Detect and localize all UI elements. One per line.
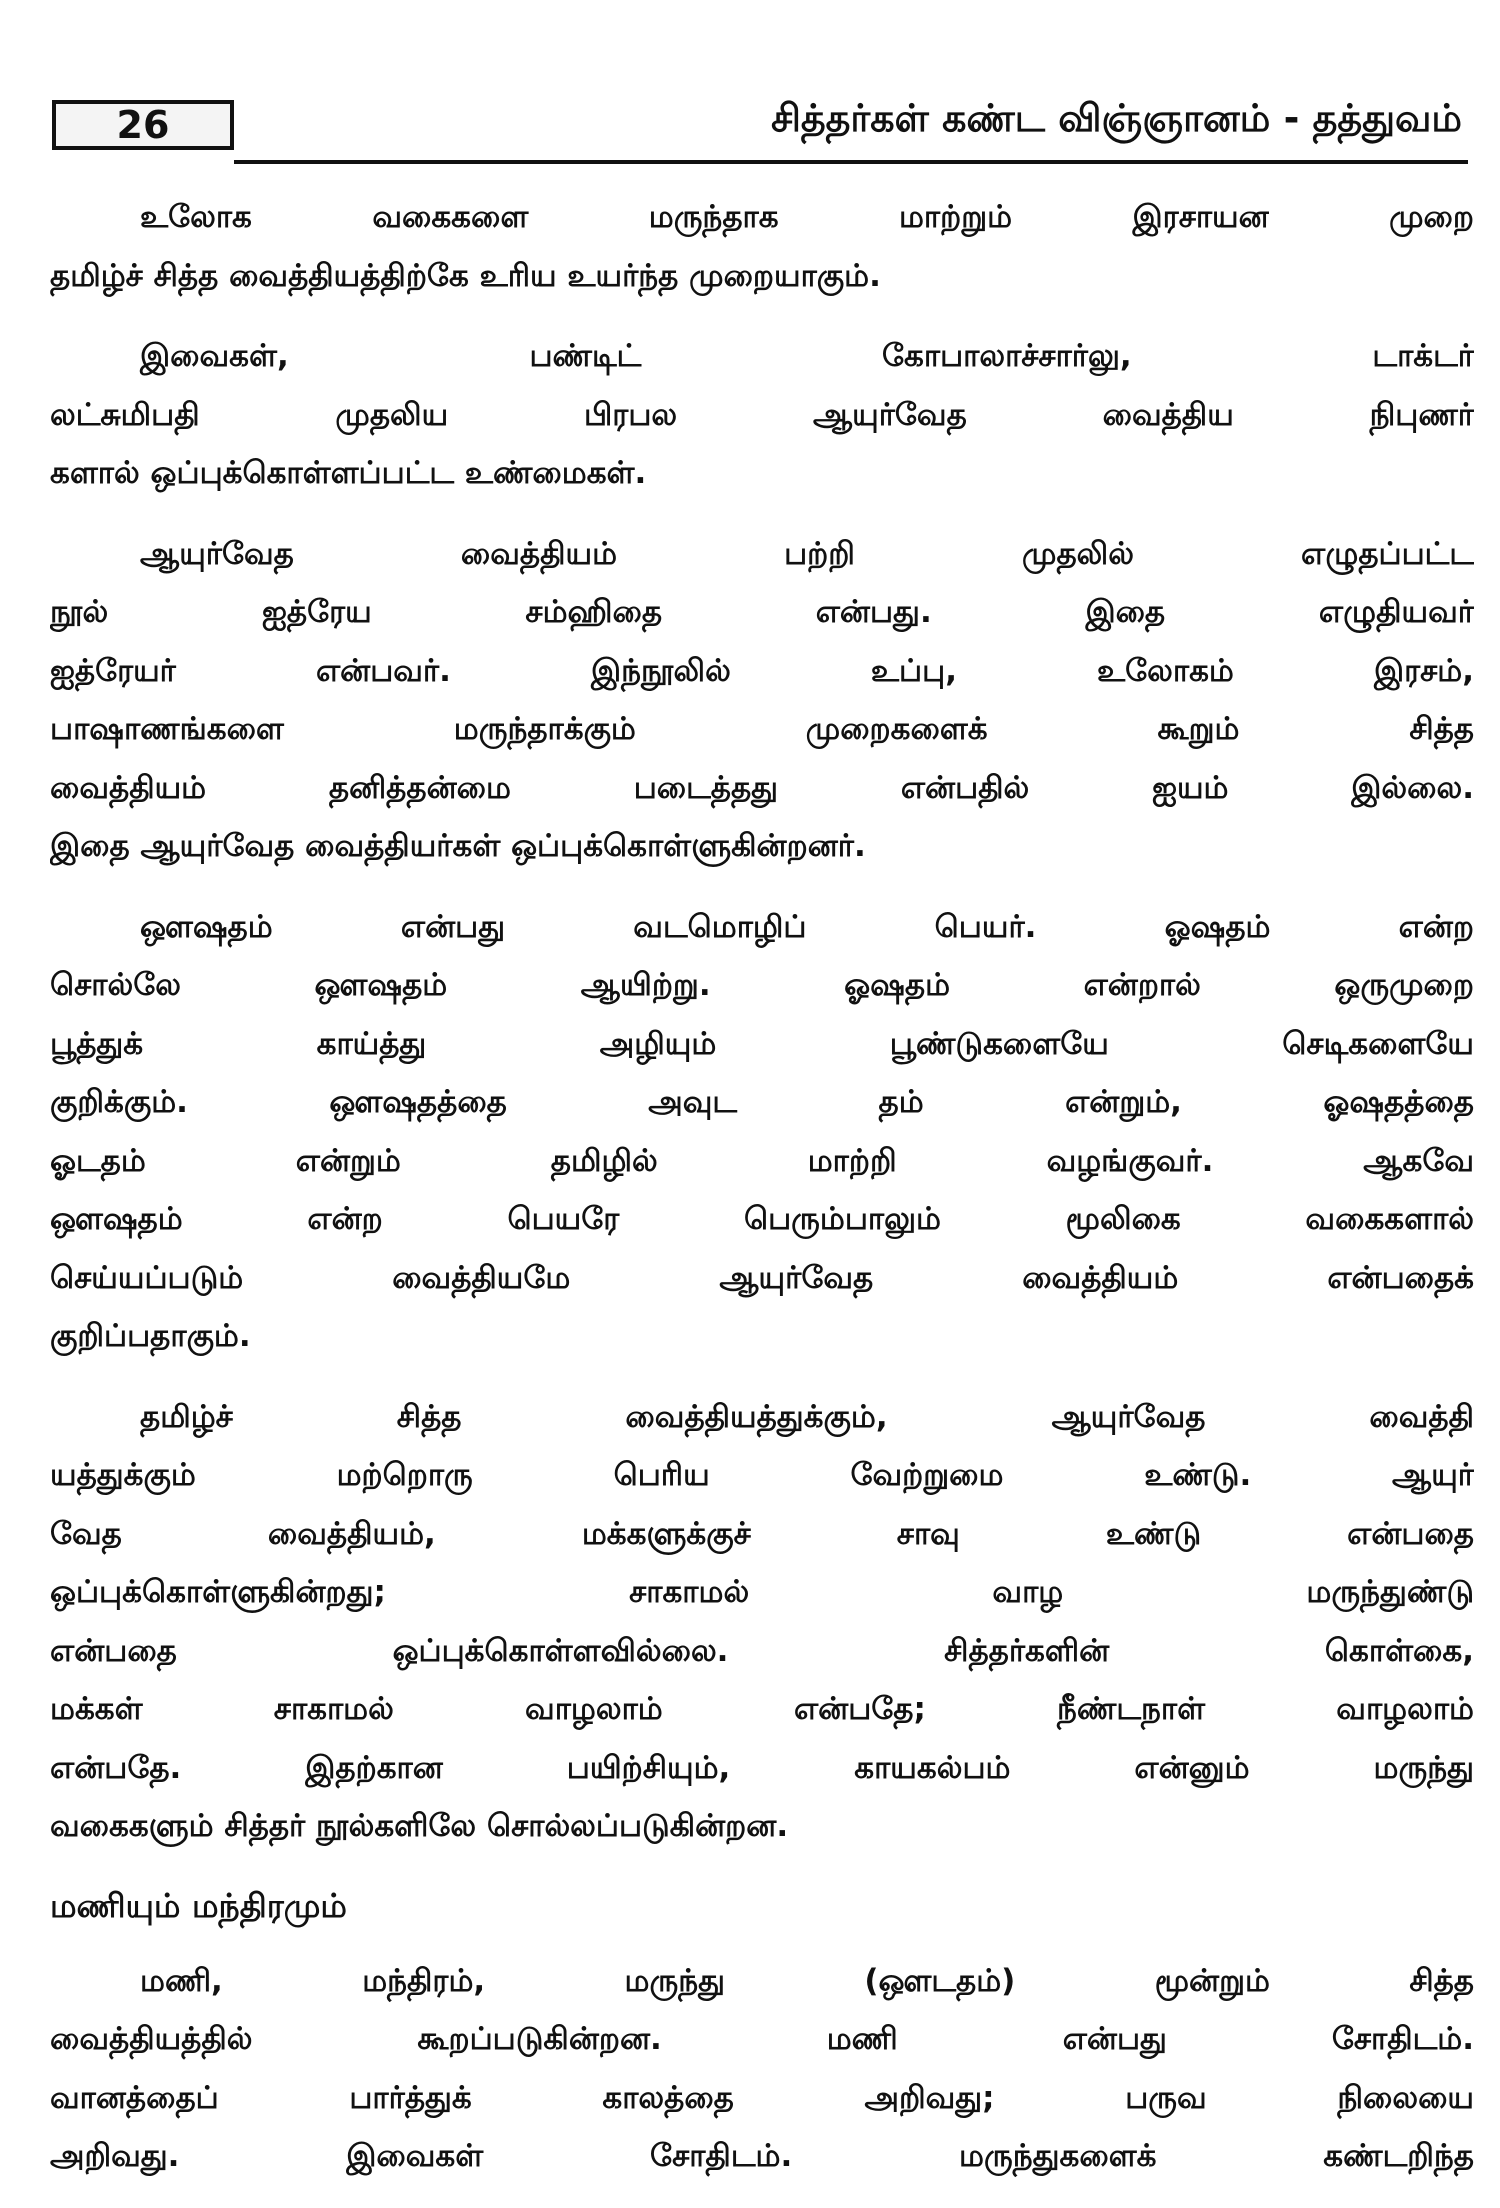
- text-line: பூத்துக் காய்த்து அழியும் பூண்டுகளையே செடிகளையே: [50, 1025, 1474, 1062]
- page-number-box: [52, 100, 234, 150]
- paragraph-3: [50, 525, 1474, 876]
- text-line: உலோக வகைகளை மருந்தாக மாற்றும் இரசாயன முறை: [140, 199, 1474, 235]
- page-header: [28, 60, 1468, 146]
- text-line: அறிவது. இவைகள் சோதிடம். மருந்துகளைக் கண்டறிந்த: [50, 2138, 1474, 2174]
- text-line: வானத்தைப் பார்த்துக் காலத்தை அறிவது; பருவ நிலையை: [50, 2079, 1474, 2116]
- text-line: ஐத்ரேயர் என்பவர். இந்நூலில் உப்பு, உலோகம் இரசம்,: [50, 652, 1474, 689]
- text-line: ஔஷதம் என்பது வடமொழிப் பெயர். ஓஷதம் என்ற: [140, 908, 1474, 945]
- paragraph-6: [50, 1952, 1474, 2186]
- text-line: குறிப்பதாகும்.: [50, 1318, 251, 1354]
- text-line: யத்துக்கும் மற்றொரு பெரிய வேற்றுமை உண்டு. ஆயுர்: [50, 1457, 1474, 1493]
- text-line: மணி, மந்திரம், மருந்து (ஔடதம்) மூன்றும் சித்த: [140, 1962, 1474, 1999]
- text-line: தமிழ்ச் சித்த வைத்தியத்துக்கும், ஆயுர்வேத வைத்தி: [140, 1398, 1474, 1435]
- book-page: [28, 60, 1474, 2174]
- text-line: களால் ஒப்புக்கொள்ளப்பட்ட உண்மைகள்.: [50, 455, 647, 491]
- text-line: சொல்லே ஔஷதம் ஆயிற்று. ஓஷதம் என்றால் ஒருமுறை: [50, 967, 1474, 1003]
- header-rule: [234, 160, 1468, 164]
- text-line: குறிக்கும். ஔஷதத்தை அவுட தம் என்றும், ஓஷதத்தை: [50, 1084, 1474, 1120]
- text-line: ஒப்புக்கொள்ளுகின்றது; சாகாமல் வாழ மருந்துண்டு: [50, 1574, 1474, 1610]
- text-line: வைத்தியத்தில் கூறப்படுகின்றன. மணி என்பது சோதிடம்.: [50, 2021, 1474, 2057]
- text-line: மக்கள் சாகாமல் வாழலாம் என்பதே; நீண்டநாள் வாழலாம்: [50, 1691, 1474, 1727]
- text-line: என்பதே. இதற்கான பயிற்சியும், காயகல்பம் என்னும் மருந்து: [50, 1749, 1474, 1786]
- text-line: பாஷாணங்களை மருந்தாக்கும் முறைகளைக் கூறும் சித்த: [50, 711, 1474, 747]
- text-line: செய்யப்படும் வைத்தியமே ஆயுர்வேத வைத்தியம் என்பதைக்: [50, 1259, 1474, 1296]
- paragraph-5: [50, 1388, 1474, 1856]
- text-line: ஓடதம் என்றும் தமிழில் மாற்றி வழங்குவர். ஆகவே: [50, 1142, 1474, 1179]
- text-line: ஆயுர்வேத வைத்தியம் பற்றி முதலில் எழுதப்பட்ட: [140, 535, 1474, 572]
- section-heading: மணியும் மந்திரமும்: [50, 1885, 347, 1925]
- text-line: என்பதை ஒப்புக்கொள்ளவில்லை. சித்தர்களின் கொள்கை,: [50, 1632, 1474, 1669]
- text-line: இவைகள், பண்டிட் கோபாலாச்சார்லு, டாக்டர்: [140, 338, 1474, 374]
- text-line: வகைகளும் சித்தர் நூல்களிலே சொல்லப்படுகின்றன.: [50, 1808, 789, 1844]
- text-line: வைத்தியம் தனித்தன்மை படைத்தது என்பதில் ஐயம் இல்லை.: [50, 769, 1474, 806]
- text-line: தமிழ்ச் சித்த வைத்தியத்திற்கே உரிய உயர்ந்த முறையாகும்.: [50, 257, 881, 294]
- text-line: இதை ஆயுர்வேத வைத்தியர்கள் ஒப்புக்கொள்ளுகின்றனர்.: [50, 828, 866, 864]
- paragraph-1: [50, 188, 1474, 305]
- text-line: வேத வைத்தியம், மக்களுக்குச் சாவு உண்டு என்பதை: [50, 1515, 1474, 1552]
- text-line: லட்சுமிபதி முதலிய பிரபல ஆயுர்வேத வைத்திய நிபுணர்: [50, 396, 1474, 433]
- body-text: [50, 188, 1474, 2208]
- paragraph-2: [50, 327, 1474, 503]
- running-title: சித்தர்கள் கண்ட விஞ்ஞானம் - தத்துவம்: [771, 96, 1462, 140]
- page-number: 26: [116, 103, 170, 147]
- text-line: ஔஷதம் என்ற பெயரே பெரும்பாலும் மூலிகை வகைகளால்: [50, 1201, 1474, 1237]
- paragraph-4: [50, 898, 1474, 1366]
- text-line: நூல் ஐத்ரேய சம்ஹிதை என்பது. இதை எழுதியவர்: [50, 594, 1474, 630]
